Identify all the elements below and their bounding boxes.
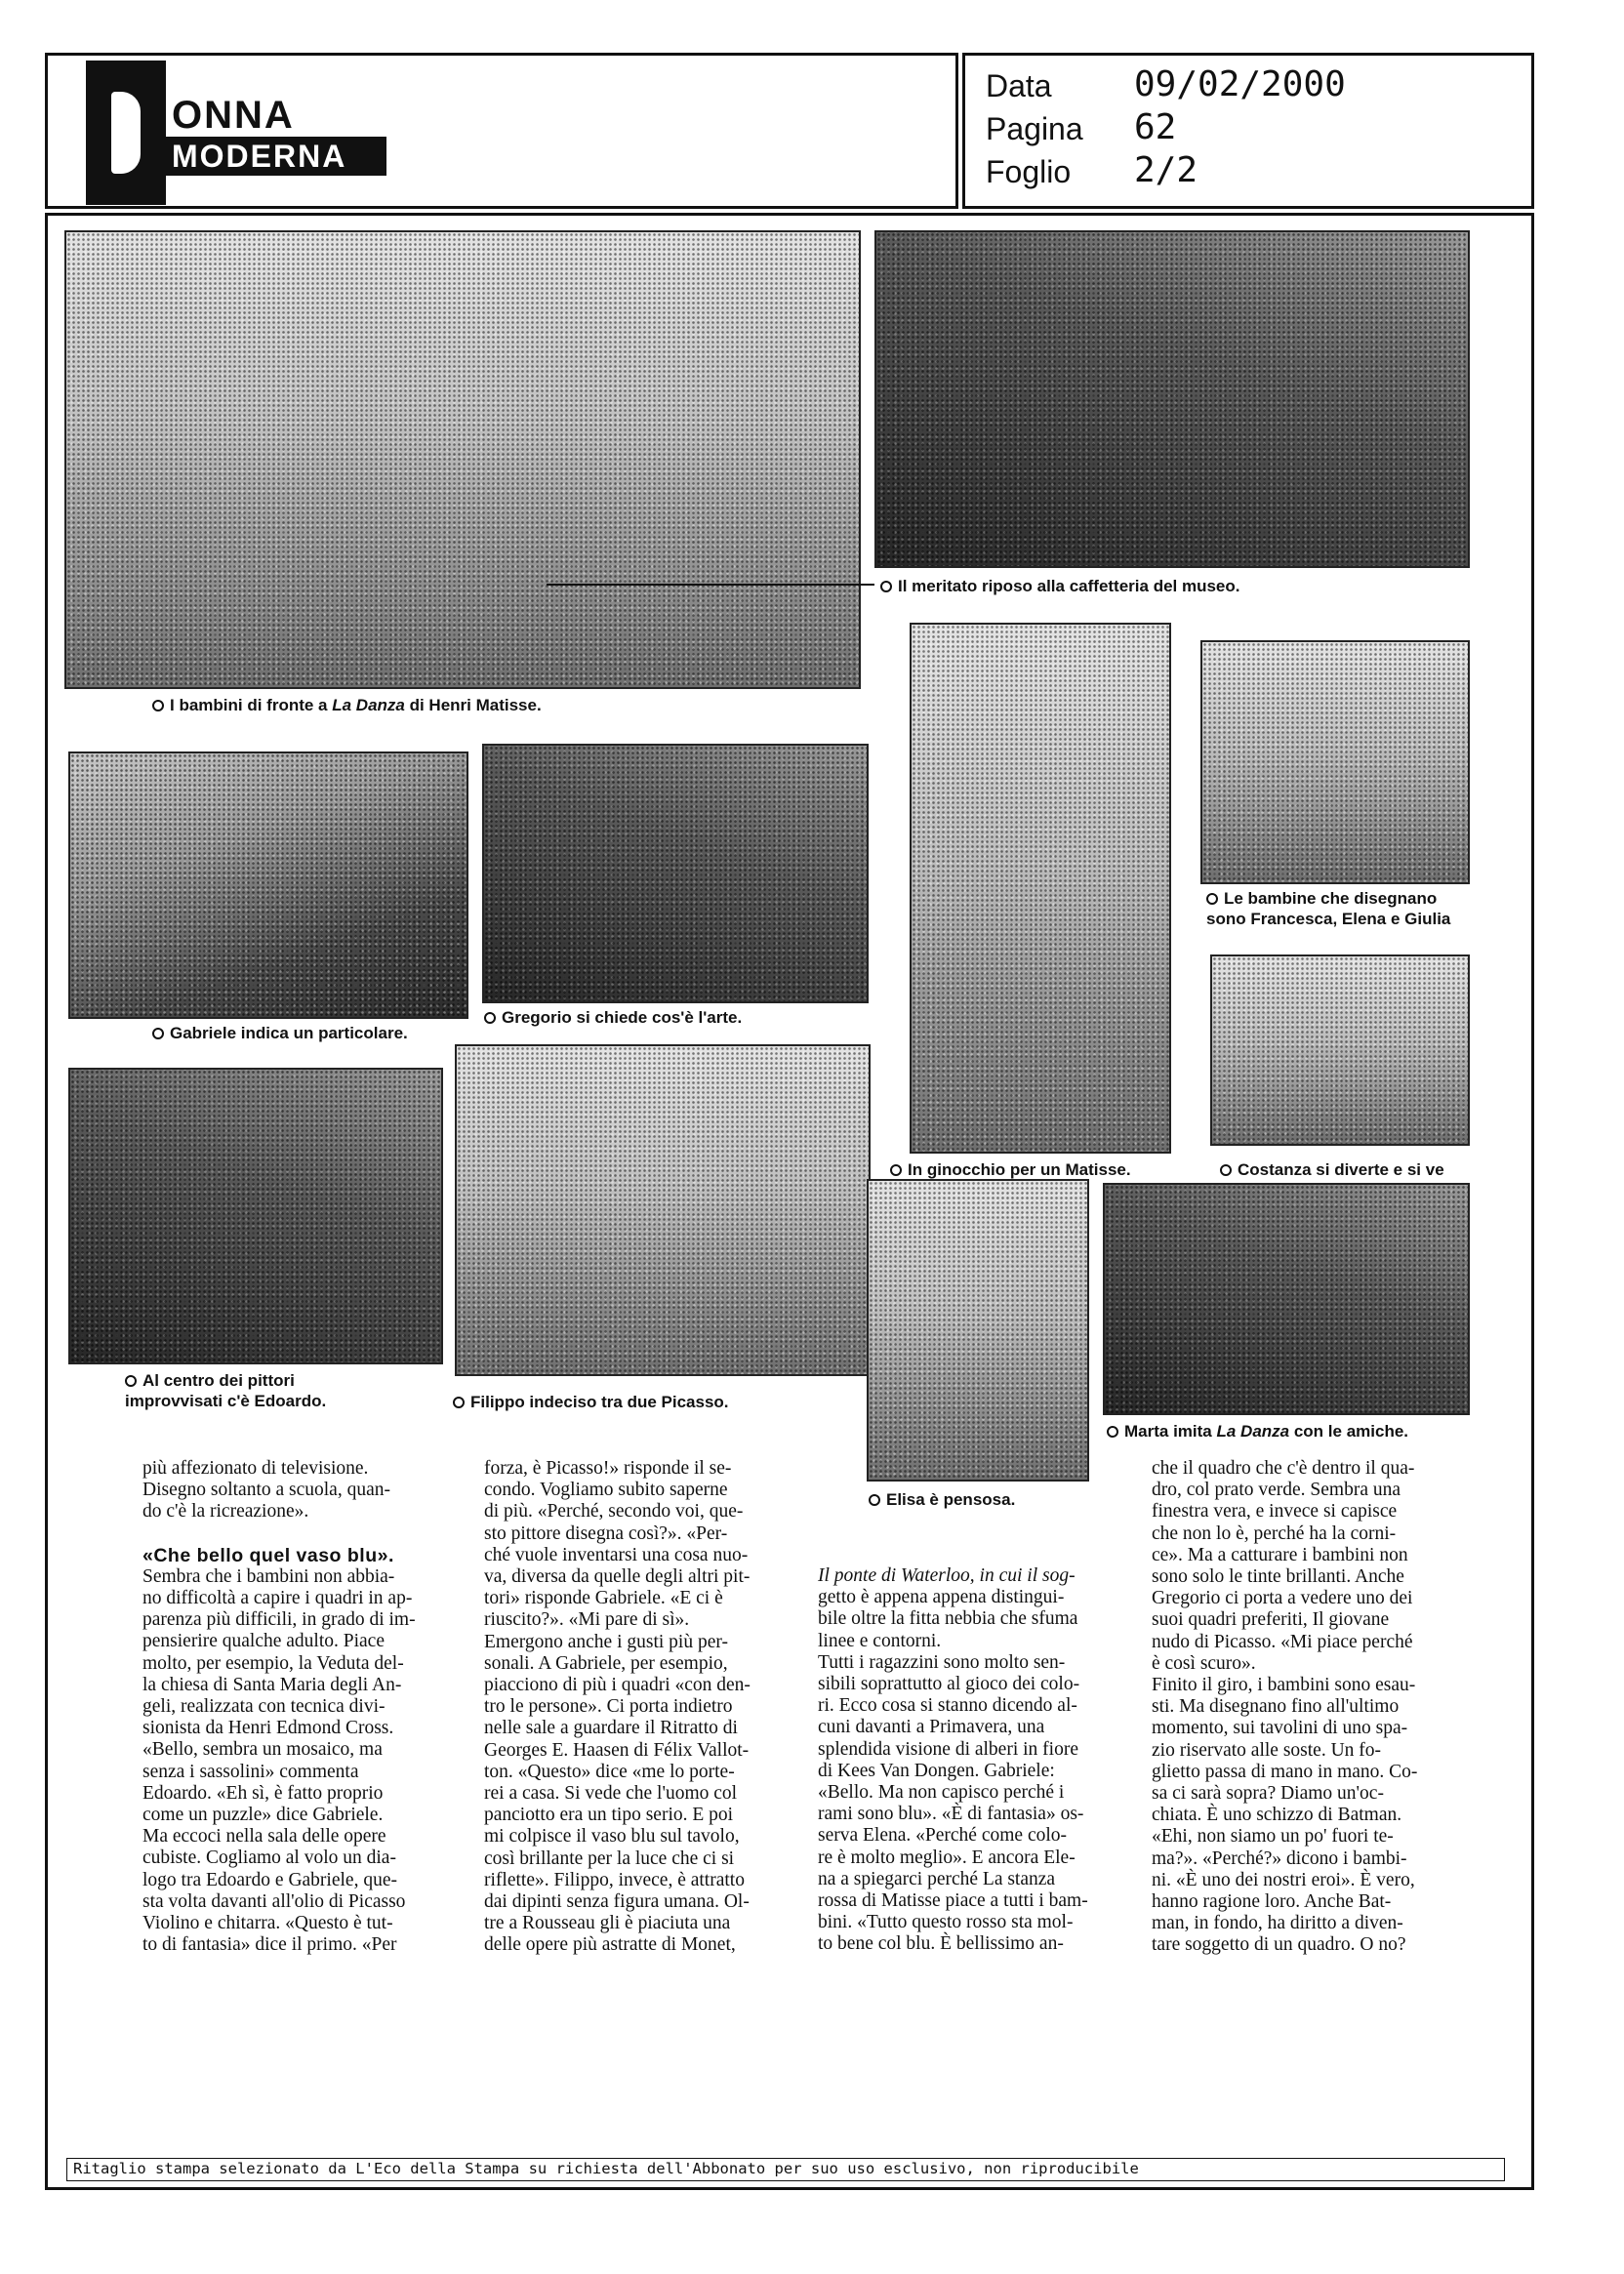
article-line: condo. Vogliamo subito saperne	[484, 1480, 728, 1501]
article-line: cubiste. Cogliamo al volo un dia-	[142, 1848, 396, 1869]
article-line: piacciono di più i quadri «con den-	[484, 1675, 751, 1696]
article-line: panciotto era un tipo serio. E poi	[484, 1805, 734, 1826]
article-column-1	[142, 1458, 459, 1956]
photo-ginocchio	[910, 623, 1171, 1154]
article-line: sa ci sarà sopra? Diamo un'oc-	[1152, 1783, 1384, 1805]
article-line: cuni davanti a Primavera, una	[818, 1717, 1045, 1738]
article-line: nelle sale a guardare il Ritratto di	[484, 1718, 738, 1739]
article-line: Violino e chitarra. «Questo è tut-	[142, 1913, 393, 1934]
article-line: Tutti i ragazzini sono molto sen-	[818, 1651, 1066, 1673]
caption-danza: I bambini di fronte a La Danza di Henri Matisse.	[152, 695, 542, 715]
article-line: Edoardo. «Eh sì, è fatto proprio	[142, 1782, 384, 1804]
article-line: nudo di Picasso. «Mi piace perché	[1152, 1631, 1413, 1652]
article-line: no difficoltà a capire i quadri in ap-	[142, 1588, 413, 1609]
caption-bambine: Le bambine che disegnano sono Francesca, Elena e Giulia	[1206, 889, 1451, 928]
article-line: molto, per esempio, la Veduta del-	[142, 1652, 404, 1674]
article-line: sto pittore disegna così?». «Per-	[484, 1523, 728, 1544]
article-line: to di fantasia» dice il primo. «Per	[142, 1934, 397, 1956]
article-line: parenza più difficili, in grado di im-	[142, 1609, 416, 1631]
article-line: hanno ragione loro. Anche Bat-	[1152, 1891, 1392, 1913]
photo-costanza	[1210, 954, 1470, 1146]
article-line: Gregorio ci porta a vedere uno dei	[1152, 1588, 1413, 1609]
article-line: mi colpisce il vaso blu sul tavolo,	[484, 1826, 740, 1848]
bullet-icon	[880, 581, 892, 592]
article-line: serva Elena. «Perché come colo-	[818, 1825, 1068, 1847]
bullet-icon	[1220, 1164, 1232, 1176]
caption-ginocchio: In ginocchio per un Matisse.	[890, 1159, 1131, 1180]
article-line: rami sono blu». «È di fantasia» os-	[818, 1804, 1084, 1825]
article-line: momento, sui tavolini di uno spa-	[1152, 1718, 1408, 1739]
logo-line1: ONNA	[172, 94, 295, 137]
article-line: Finito il giro, i bambini sono esau-	[1152, 1675, 1416, 1696]
article-line: sibili soprattutto al gioco dei colo-	[818, 1674, 1080, 1695]
article-line: tro le persone». Ci porta indietro	[484, 1696, 733, 1718]
article-line: pensierire qualche adulto. Piace	[142, 1631, 385, 1652]
article-line: sionista da Henri Edmond Cross.	[142, 1718, 394, 1739]
article-line: più affezionato di televisione.	[142, 1458, 369, 1479]
article-line: do c'è la ricreazione».	[142, 1501, 309, 1523]
article-subheading: «Che bello quel vaso blu».	[142, 1544, 394, 1566]
data-label: Data	[986, 68, 1052, 103]
photo-danza	[64, 230, 861, 689]
article-column-3	[818, 1565, 1132, 1956]
caption-costanza: Costanza si diverte e si ve	[1220, 1159, 1470, 1180]
article-line: Il ponte di Waterloo, in cui il sog-	[818, 1565, 1076, 1586]
caption-gregorio: Gregorio si chiede cos'è l'arte.	[484, 1007, 742, 1028]
article-line: splendida visione di alberi in fiore	[818, 1738, 1078, 1760]
article-line: getto è appena appena distingui-	[818, 1587, 1065, 1608]
article-column-2	[484, 1458, 806, 1957]
caption-marta: Marta imita La Danza con le amiche.	[1107, 1421, 1408, 1442]
photo-caffetteria	[874, 230, 1470, 568]
article-line: man, in fondo, ha diritto a diven-	[1152, 1913, 1403, 1934]
article-line: finestra vera, e invece si capisce	[1152, 1501, 1398, 1523]
bullet-icon	[125, 1375, 137, 1387]
article-line: Emergono anche i gusti più per-	[484, 1631, 728, 1652]
article-line: re è molto meglio». E ancora Ele-	[818, 1847, 1076, 1868]
article-line: «Bello. Ma non capisco perché i	[818, 1782, 1065, 1804]
bullet-icon	[152, 1028, 164, 1039]
article-line: suoi quadri preferiti, Il giovane	[1152, 1609, 1390, 1631]
article-line: Georges E. Haasen di Félix Vallot-	[484, 1739, 750, 1761]
article-line: di più. «Perché, secondo voi, que-	[484, 1501, 744, 1523]
article-line: ma?». «Perché?» dicono i bambi-	[1152, 1848, 1407, 1869]
article-line: di Kees Van Dongen. Gabriele:	[818, 1760, 1055, 1781]
article-line: Disegno soltanto a scuola, quan-	[142, 1480, 390, 1501]
photo-danza-rule	[547, 584, 874, 586]
caption-caffetteria: Il meritato riposo alla caffetteria del museo.	[880, 576, 1240, 596]
article-line: sonali. A Gabriele, per esempio,	[484, 1652, 728, 1674]
photo-filippo	[455, 1044, 871, 1376]
article-line: forza, è Picasso!» risponde il se-	[484, 1458, 732, 1479]
article-line: bini. «Tutto questo rosso sta mol-	[818, 1912, 1074, 1933]
pagina-value: 62	[1134, 107, 1177, 147]
article-line: come un puzzle» dice Gabriele.	[142, 1805, 384, 1826]
article-line: glietto passa di mano in mano. Co-	[1152, 1761, 1418, 1782]
article-line: rei a casa. Si vede che l'uomo col	[484, 1783, 738, 1805]
footer-notice: Ritaglio stampa selezionato da L'Eco della Stampa su richiesta dell'Abbonato per suo uso esclusivo, non riproducibile	[66, 2158, 1505, 2181]
article-line: ce». Ma a catturare i bambini non	[1152, 1544, 1408, 1565]
article-line: dro, col prato verde. Sembra una	[1152, 1480, 1401, 1501]
article-line: chiata. È uno schizzo di Batman.	[1152, 1805, 1402, 1826]
article-line: sti. Ma disegnano fino all'ultimo	[1152, 1696, 1400, 1718]
article-line: bile oltre la fitta nebbia che sfuma	[818, 1608, 1078, 1630]
article-line: na a spiegarci perché La stanza	[818, 1868, 1056, 1889]
photo-gregorio	[482, 744, 869, 1003]
logo-line2: MODERNA	[172, 139, 347, 174]
article-line: così brillante per la luce che ci si	[484, 1848, 735, 1869]
article-line: to bene col blu. È bellissimo an-	[818, 1933, 1064, 1955]
article-line: linee e contorni.	[818, 1630, 942, 1651]
article-line: zio riservato alle soste. Un fo-	[1152, 1739, 1382, 1761]
article-line: sta volta davanti all'olio di Picasso	[142, 1890, 406, 1912]
article-line: dai dipinti senza figura umana. Ol-	[484, 1891, 750, 1913]
foglio-label: Foglio	[986, 154, 1072, 189]
article-line: geli, realizzata con tecnica divi-	[142, 1696, 386, 1718]
article-line: la chiesa di Santa Maria degli An-	[142, 1674, 402, 1695]
article-line: Ma eccoci nella sala delle opere	[142, 1826, 386, 1848]
foglio-value: 2/2	[1134, 150, 1198, 190]
article-line: ché vuole inventarsi una cosa nuo-	[484, 1544, 749, 1565]
bullet-icon	[1206, 893, 1218, 905]
photo-elisa	[867, 1179, 1089, 1482]
article-line: tre a Rousseau gli è piaciuta una	[484, 1913, 731, 1934]
bullet-icon	[152, 700, 164, 711]
article-line: riflette». Filippo, invece, è attratto	[484, 1869, 745, 1890]
bullet-icon	[890, 1164, 902, 1176]
article-column-4	[1152, 1458, 1470, 1957]
article-line: «Ehi, non siamo un po' fuori te-	[1152, 1826, 1394, 1848]
article-line: va, diversa da quelle degli altri pit-	[484, 1566, 751, 1588]
article-line: ni. «È uno dei nostri eroi». È vero,	[1152, 1869, 1415, 1890]
article-line: tori» risponde Gabriele. «E ci è	[484, 1588, 723, 1609]
bullet-icon	[1107, 1426, 1118, 1438]
caption-edoardo: Al centro dei pittori improvvisati c'è Edoardo.	[125, 1371, 327, 1410]
article-line: senza i sassolini» commenta	[142, 1761, 359, 1782]
photo-marta	[1103, 1183, 1470, 1415]
bullet-icon	[484, 1012, 496, 1024]
article-line: rossa di Matisse piace a tutti i bam-	[818, 1890, 1088, 1912]
data-value: 09/02/2000	[1134, 64, 1346, 104]
article-line: Sembra che i bambini non abbia-	[142, 1565, 395, 1587]
photo-bambine	[1200, 640, 1470, 884]
article-line: delle opere più astratte di Monet,	[484, 1934, 736, 1956]
caption-gabriele: Gabriele indica un particolare.	[152, 1023, 408, 1043]
pagina-label: Pagina	[986, 111, 1083, 146]
article-line: tare soggetto di un quadro. O no?	[1152, 1934, 1406, 1956]
article-line: che il quadro che c'è dentro il qua-	[1152, 1458, 1415, 1479]
article-line: sono solo le tinte brillanti. Anche	[1152, 1566, 1404, 1588]
photo-gabriele	[68, 751, 468, 1019]
bullet-icon	[869, 1494, 880, 1506]
article-line: riuscito?». «Mi pare di sì».	[484, 1609, 690, 1631]
paragraph-gap	[142, 1523, 459, 1545]
article-line: che non lo è, perché ha la corni-	[1152, 1523, 1397, 1544]
bullet-icon	[453, 1397, 465, 1408]
logo-d-block	[86, 61, 166, 205]
caption-elisa: Elisa è pensosa.	[869, 1489, 1015, 1510]
article-line: logo tra Edoardo e Gabriele, que-	[142, 1869, 397, 1890]
caption-filippo: Filippo indeciso tra due Picasso.	[453, 1392, 729, 1412]
photo-edoardo	[68, 1068, 443, 1364]
article-line: è così scuro».	[1152, 1652, 1256, 1674]
article-line: «Bello, sembra un mosaico, ma	[142, 1739, 383, 1761]
article-line: ton. «Questo» dice «me lo porte-	[484, 1761, 735, 1782]
article-line: ri. Ecco cosa si stanno dicendo al-	[818, 1695, 1077, 1717]
